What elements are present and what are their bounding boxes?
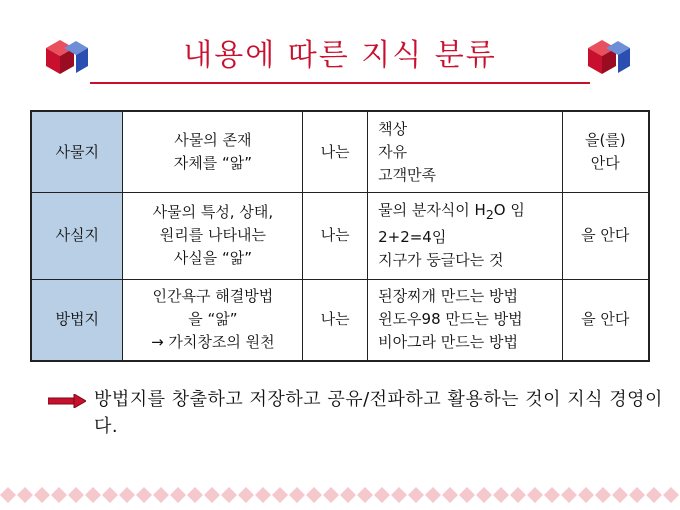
example-line: 된장찌개 만드는 방법 <box>378 287 519 306</box>
page-title: 내용에 따른 지식 분류 <box>183 38 497 73</box>
table-row <box>31 111 649 193</box>
diamond-shape <box>289 487 305 503</box>
result-cell <box>562 111 649 193</box>
result-line: 을(를) <box>584 131 626 150</box>
example-cell <box>368 279 563 361</box>
example-line: 윈도우98 만드는 방법 <box>378 310 523 329</box>
example-cell <box>368 111 563 193</box>
category-cell: 사물지 <box>31 111 123 193</box>
diamond-shape <box>323 487 339 503</box>
description-line: 인간욕구 해결방법 <box>152 287 274 306</box>
example-line: 고객만족 <box>378 165 437 184</box>
diamond-shape <box>221 487 237 503</box>
decorative-diamond-border <box>0 484 680 506</box>
diamond-shape <box>85 487 101 503</box>
diamond-shape <box>629 487 645 503</box>
result-cell <box>562 193 649 279</box>
diamond-shape <box>68 487 84 503</box>
diamond-shape <box>408 487 424 503</box>
diamond-shape <box>493 487 509 503</box>
diamond-shape <box>136 487 152 503</box>
description-line: 을 “앎” <box>188 310 238 329</box>
diamond-shape <box>425 487 441 503</box>
description-line: 사물의 특성, 상태, <box>152 203 274 222</box>
diamond-shape <box>442 487 458 503</box>
example-line: 지구가 둥글다는 것 <box>378 251 504 270</box>
diamond-shape <box>102 487 118 503</box>
diamond-shape <box>663 487 679 503</box>
diamond-shape <box>170 487 186 503</box>
diamond-shape <box>153 487 169 503</box>
table-row <box>31 279 649 361</box>
diamond-shape <box>646 487 662 503</box>
diamond-shape <box>204 487 220 503</box>
diamond-shape <box>578 487 594 503</box>
diamond-shape <box>272 487 288 503</box>
verb-cell: 나는 <box>303 279 368 361</box>
description-cell <box>123 279 303 361</box>
result-line: 을 안다 <box>581 310 630 329</box>
diamond-shape <box>459 487 475 503</box>
knowledge-table <box>30 110 650 362</box>
subscript: 2 <box>485 207 494 223</box>
example-line: 비아그라 만드는 방법 <box>378 333 519 352</box>
diamond-shape <box>595 487 611 503</box>
diamond-shape <box>238 487 254 503</box>
diamond-shape <box>187 487 203 503</box>
diamond-shape <box>357 487 373 503</box>
description-line: 사실을 “앎” <box>173 249 252 268</box>
diamond-shape <box>51 487 67 503</box>
diamond-shape <box>374 487 390 503</box>
right-arrow-icon <box>48 394 86 408</box>
diamond-shape <box>544 487 560 503</box>
diamond-shape <box>255 487 271 503</box>
diamond-shape <box>0 487 16 503</box>
example-line: 책상 <box>378 119 408 138</box>
description-cell <box>123 193 303 279</box>
diamond-shape <box>561 487 577 503</box>
result-line: 을 안다 <box>581 226 630 245</box>
description-line: 자체를 “앎” <box>173 154 252 173</box>
description-line: 원리를 나타내는 <box>159 226 266 245</box>
description-line: → 가치창조의 원천 <box>151 333 275 352</box>
diamond-shape <box>17 487 33 503</box>
example-cell <box>368 193 563 279</box>
result-line: 안다 <box>590 154 620 173</box>
diamond-shape <box>510 487 526 503</box>
example-line: 물의 분자식이 $H_2O$ 임 <box>378 201 525 223</box>
description-cell <box>123 111 303 193</box>
diamond-shape <box>306 487 322 503</box>
description-line: 사물의 존재 <box>174 131 252 150</box>
diamond-shape <box>340 487 356 503</box>
diamond-shape <box>527 487 543 503</box>
verb-cell: 나는 <box>303 193 368 279</box>
result-cell <box>562 279 649 361</box>
diamond-shape <box>119 487 135 503</box>
example-line: 2+2=4임 <box>378 228 447 247</box>
table-row <box>31 193 649 279</box>
category-cell: 사실지 <box>31 193 123 279</box>
example-line: 자유 <box>378 142 408 161</box>
title-underline <box>90 82 590 84</box>
diamond-shape <box>476 487 492 503</box>
verb-cell: 나는 <box>303 111 368 193</box>
diamond-shape <box>612 487 628 503</box>
category-cell: 방법지 <box>31 279 123 361</box>
summary-text: 방법지를 창출하고 저장하고 공유/전파하고 활용하는 것이 지식 경영이다. <box>94 389 663 437</box>
diamond-shape <box>391 487 407 503</box>
diamond-shape <box>34 487 50 503</box>
